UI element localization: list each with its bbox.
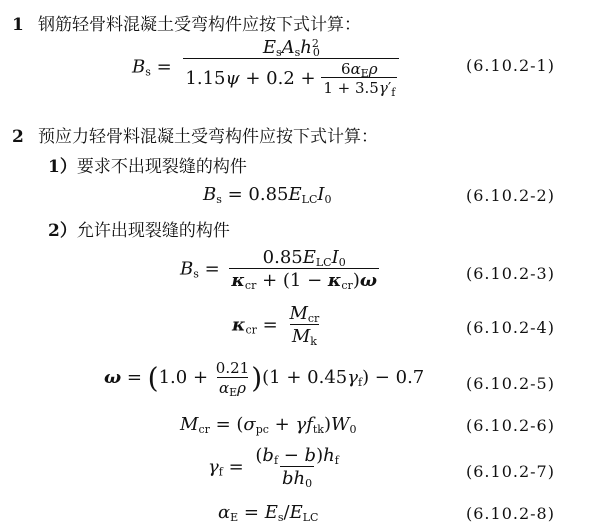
- equation-6-10-2-3: $B_s$ = $\frac{0.85E_{LC}I_0}{\kappa_{cr} + (1 - \kappa_{cr})\omega}$: [180, 247, 377, 292]
- equation-number: (6.10.2-4): [466, 318, 555, 337]
- equation-number: (6.10.2-3): [466, 264, 555, 283]
- subclause-number: 1）: [48, 157, 77, 177]
- equation-number: (6.10.2-5): [466, 374, 555, 393]
- equation-number: (6.10.2-2): [466, 186, 555, 205]
- equation-number: (6.10.2-8): [466, 504, 555, 523]
- equation-6-10-2-8: $\alpha_E = E_s/E_{LC}$: [218, 502, 319, 524]
- equation-6-10-2-4: $\kappa_{cr}$ = $\frac{M_{cr}}{M_k}$: [232, 303, 320, 348]
- clause-2-heading: [12, 122, 378, 147]
- equation-number: (6.10.2-6): [466, 416, 555, 435]
- equation-6-10-2-2: $B_s = 0.85E_{LC}I_0$: [203, 184, 332, 206]
- equation-6-10-2-7: $\gamma_f$ = $\frac{(b_f - b)h_f}{bh_0}$: [208, 445, 339, 490]
- subclause-number: 2）: [48, 221, 77, 241]
- clause-number: 2: [12, 127, 24, 147]
- clause-1-heading: [12, 10, 361, 35]
- subclause-2-heading: [48, 216, 230, 241]
- equation-number: (6.10.2-1): [466, 56, 555, 75]
- subclause-text: 要求不出现裂缝的构件: [76, 157, 247, 177]
- subclause-text: 允许出现裂缝的构件: [76, 221, 230, 241]
- equation-6-10-2-1: $B_s$ = $E_sA_sh^2_0$ 1.15ψ + 0.2 + $\frac{6\alpha_E\rho}{1 + 3.5\gamma'_f}$: [132, 38, 399, 97]
- clause-text: 预应力轻骨料混凝土受弯构件应按下式计算：: [38, 127, 378, 147]
- equation-6-10-2-6: $M_{cr} = (\sigma_{pc} + \gamma f_{tk})W_0$: [180, 414, 357, 436]
- clause-text: 钢筋轻骨料混凝土受弯构件应按下式计算：: [38, 15, 361, 35]
- equation-6-10-2-5: ω = (1.0 + $\frac{0.21}{\alpha_E\rho}$ )$(1 + 0.45\gamma_f) - 0.7$: [104, 359, 425, 399]
- equation-number: (6.10.2-7): [466, 462, 555, 481]
- clause-number: 1: [12, 15, 24, 35]
- subclause-1-heading: [48, 152, 247, 177]
